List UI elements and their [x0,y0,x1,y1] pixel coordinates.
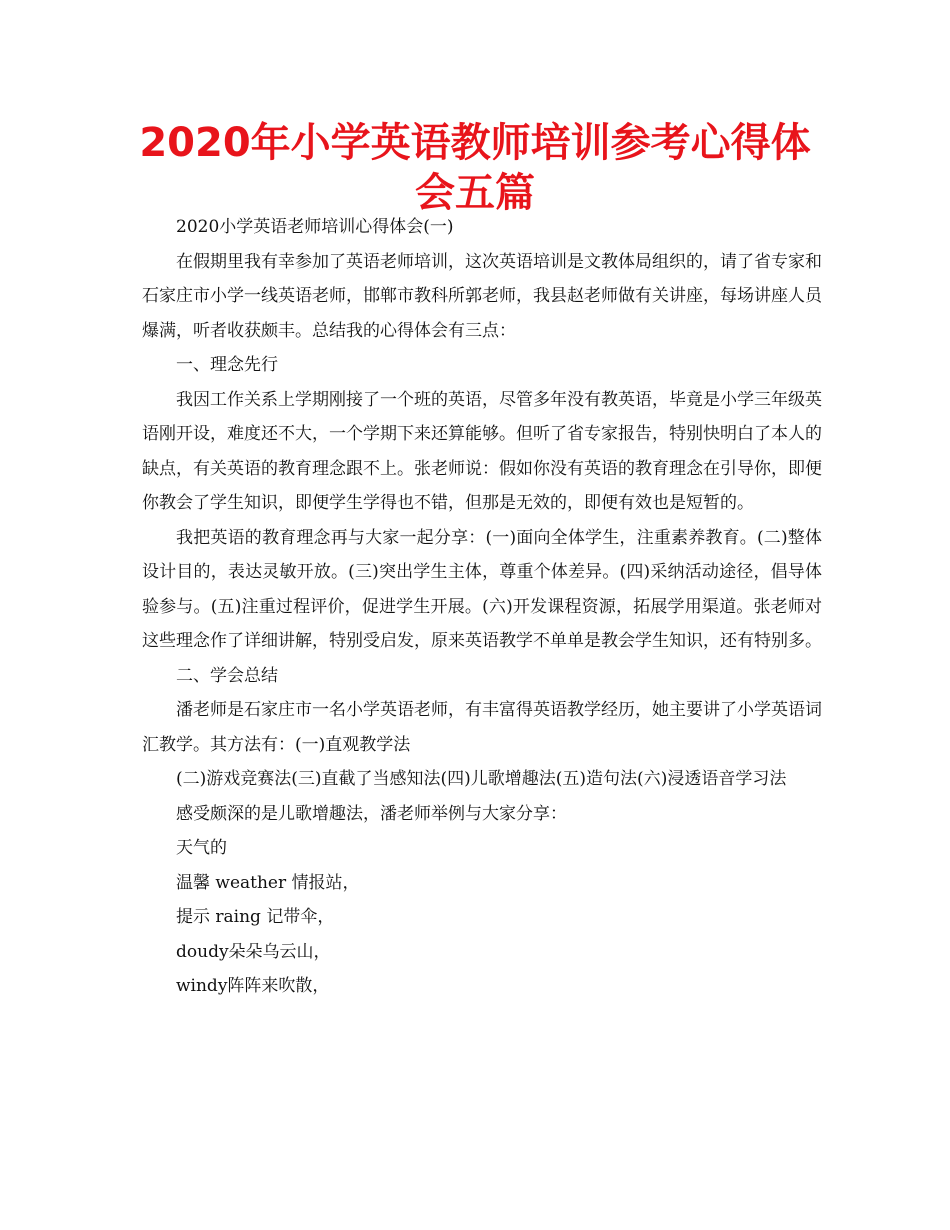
paragraph: 我因工作关系上学期刚接了一个班的英语，尽管多年没有教英语，毕竟是小学三年级英语刚开设，难度还不大，一个学期下来还算能够。但听了省专家报告，特别快明白了本人的缺点，有关英语的教育理念跟不上。张老师说：假如你没有英语的教育理念在引导你，即便你教会了学生知识，即便学生学得也不错，但那是无效的，即便有效也是短暂的。 [142,389,822,513]
rhyme-line: 提示 raing 记带伞， [176,907,335,927]
rhyme-line: 天气的 [176,838,227,858]
section-heading: 二、学会总结 [176,665,278,686]
paragraph-heading: 2020小学英语老师培训心得体会(一) [176,217,454,237]
rhyme-line: windy阵阵来吹散， [176,976,330,996]
paragraph: 我把英语的教育理念再与大家一起分享：(一)面向全体学生，注重素养教育。(二)整体设计目的，表达灵敏开放。(三)突出学生主体，尊重个体差异。(四)采纳活动途径，倡导体验参与。(五)注重过程评价，促进学生开展。(六)开发课程资源，拓展学用渠道。张老师对这些理念作了详细讲解，特别受启发，原来英语教学不单单是教会学生知识，还有特别多。 [142,527,822,651]
rhyme-line: doudy朵朵乌云山， [176,941,331,962]
paragraph: (二)游戏竞赛法(三)直截了当感知法(四)儿歌增趣法(五)造句法(六)浸透语音学习法 [176,769,787,789]
paragraph: 在假期里我有幸参加了英语老师培训，这次英语培训是文教体局组织的，请了省专家和石家庄市小学一线英语老师，邯郸市教科所郭老师，我县赵老师做有关讲座，每场讲座人员爆满，听者收获颇丰。总结我的心得体会有三点： [142,251,822,341]
paragraph: 潘老师是石家庄市一名小学英语老师，有丰富得英语教学经历，她主要讲了小学英语词汇教学。其方法有：(一)直观教学法 [142,700,822,755]
paragraph: 感受颇深的是儿歌增趣法，潘老师举例与大家分享： [176,803,567,824]
rhyme-line: 温馨 weather 情报站， [176,872,360,893]
section-heading: 一、理念先行 [176,355,278,375]
document-body [142,210,822,1004]
document-title: 2020年小学英语教师培训参考心得体会五篇 [139,120,811,216]
